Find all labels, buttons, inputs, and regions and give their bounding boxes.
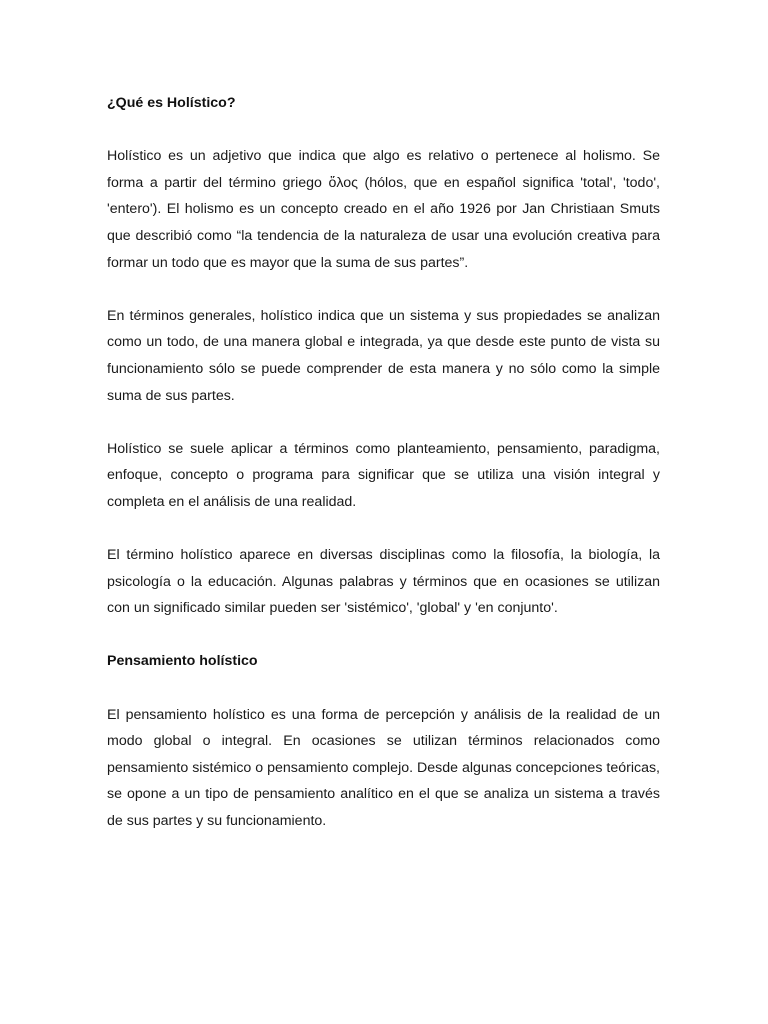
paragraph-general-terms: En términos generales, holístico indica que un sistema y sus propiedades se analizan como un todo, de una manera global e integrada, ya que desde este punto de vista su funcionamiento sólo se puede comprender de esta manera y no sólo como la simple suma de sus partes. xyxy=(107,307,660,404)
paragraph-disciplines: El término holístico aparece en diversas disciplinas como la filosofía, la biología, la psicología o la educación. Algunas palabras y términos que en ocasiones se utilizan con un significado similar pueden ser 'sistémico', 'global' y 'en conjunto'. xyxy=(107,547,660,617)
spacer xyxy=(107,117,660,144)
spacer xyxy=(107,675,660,702)
paragraph-usage: Holístico se suele aplicar a términos como planteamiento, pensamiento, paradigma, enfoque, concepto o programa para significar que se utiliza una visión integral y completa en el análisis de una realidad. xyxy=(107,440,660,510)
paragraph-holistic-thinking: El pensamiento holístico es una forma de percepción y análisis de la realidad de un modo global o integral. En ocasiones se utilizan términos relacionados como pensamiento sistémico o pensamiento complejo. Desde algunas concepciones teóricas, se opone a un tipo de pensamiento analítico en el que se analiza un sistema a través de sus partes y su funcionamiento. xyxy=(107,706,660,830)
section-heading: Pensamiento holístico xyxy=(107,653,258,670)
spacer xyxy=(107,516,660,543)
document-body xyxy=(107,90,660,835)
spacer xyxy=(107,622,660,649)
spacer xyxy=(107,276,660,303)
spacer xyxy=(107,409,660,436)
page-title: ¿Qué es Holístico? xyxy=(107,95,236,111)
paragraph-definition: Holístico es un adjetivo que indica que algo es relativo o pertenece al holismo. Se forma a partir del término griego ὅλος (hólos, que en español significa 'total', 'todo', 'entero'). El holismo es un concepto creado en el año 1926 por Jan Christiaan Smuts que describió como “la tendencia de la naturaleza de usar una evolución creativa para formar un todo que es mayor que la suma de sus partes”. xyxy=(107,148,660,271)
